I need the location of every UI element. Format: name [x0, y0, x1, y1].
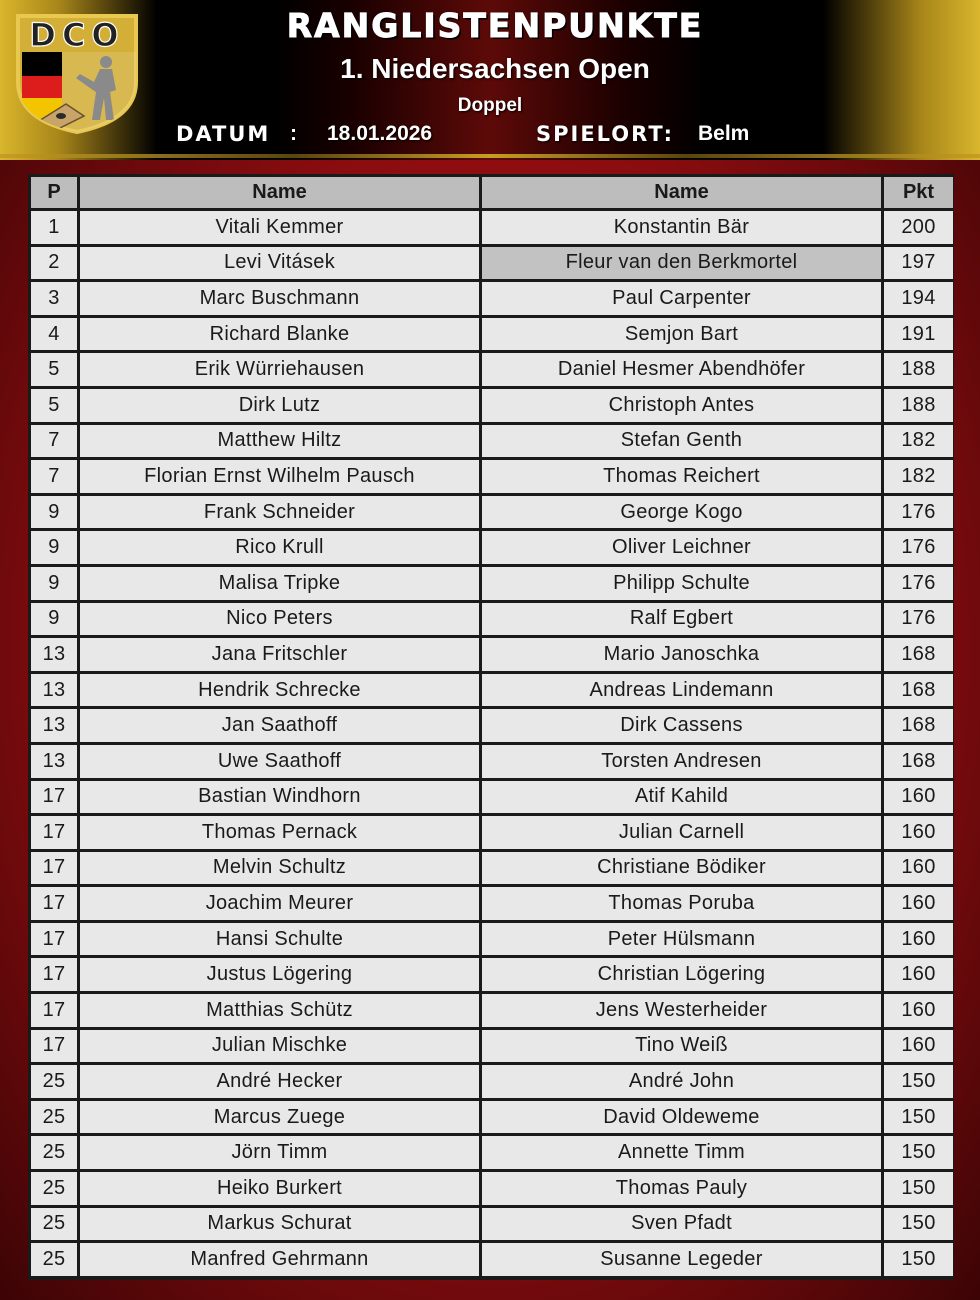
player-1-cell: Melvin Schultz: [80, 852, 479, 885]
table-row: [31, 709, 953, 742]
points-cell: 160: [884, 958, 953, 991]
event-name: 1. Niedersachsen Open: [340, 53, 650, 84]
player-2-cell: Mario Janoschka: [482, 638, 881, 671]
event-mode: Doppel: [457, 95, 523, 116]
points-cell: 168: [884, 745, 953, 778]
table-header-row: [31, 177, 953, 208]
player-2-cell: Jens Westerheider: [482, 994, 881, 1027]
date-label: DATUM: [176, 122, 271, 146]
ranking-table: [28, 174, 956, 1279]
rank-cell: 5: [31, 353, 77, 386]
table-row: [31, 674, 953, 707]
player-1-cell: Frank Schneider: [80, 496, 479, 529]
page-title: RANGLISTENPUNKTE: [286, 6, 704, 45]
player-2-cell: Julian Carnell: [482, 816, 881, 849]
points-cell: 160: [884, 1030, 953, 1063]
player-2-cell: Torsten Andresen: [482, 745, 881, 778]
points-cell: 150: [884, 1065, 953, 1098]
player-2-cell: Thomas Pauly: [482, 1172, 881, 1205]
player-2-cell: Philipp Schulte: [482, 567, 881, 600]
player-2-cell: Tino Weiß: [482, 1030, 881, 1063]
rank-cell: 13: [31, 709, 77, 742]
column-header-name-2: Name: [482, 177, 881, 208]
points-cell: 176: [884, 603, 953, 636]
player-1-cell: Matthew Hiltz: [80, 425, 479, 458]
points-cell: 191: [884, 318, 953, 351]
player-2-cell: Christoph Antes: [482, 389, 881, 422]
player-1-cell: Richard Blanke: [80, 318, 479, 351]
rank-cell: 25: [31, 1172, 77, 1205]
table-row: [31, 887, 953, 920]
table-row: [31, 603, 953, 636]
venue-value: Belm: [698, 122, 750, 145]
table-row: [31, 994, 953, 1027]
rank-cell: 2: [31, 247, 77, 280]
rank-cell: 17: [31, 994, 77, 1027]
rank-cell: 13: [31, 674, 77, 707]
player-1-cell: Marc Buschmann: [80, 282, 479, 315]
table-row: [31, 496, 953, 529]
rank-cell: 9: [31, 531, 77, 564]
rank-cell: 17: [31, 1030, 77, 1063]
table-row: [31, 852, 953, 885]
table-row: [31, 781, 953, 814]
rank-cell: 7: [31, 425, 77, 458]
player-2-cell: Stefan Genth: [482, 425, 881, 458]
player-1-cell: Hendrik Schrecke: [80, 674, 479, 707]
table-row: [31, 211, 953, 244]
player-1-cell: Justus Lögering: [80, 958, 479, 991]
player-2-cell: Sven Pfadt: [482, 1208, 881, 1241]
points-cell: 160: [884, 994, 953, 1027]
points-cell: 160: [884, 923, 953, 956]
player-2-cell: Oliver Leichner: [482, 531, 881, 564]
player-1-cell: Malisa Tripke: [80, 567, 479, 600]
points-cell: 168: [884, 674, 953, 707]
table-row: [31, 1136, 953, 1169]
player-1-cell: Florian Ernst Wilhelm Pausch: [80, 460, 479, 493]
table-row: [31, 353, 953, 386]
points-cell: 160: [884, 781, 953, 814]
player-1-cell: Uwe Saathoff: [80, 745, 479, 778]
player-1-cell: Erik Würriehausen: [80, 353, 479, 386]
points-cell: 176: [884, 567, 953, 600]
player-2-cell: Dirk Cassens: [482, 709, 881, 742]
player-2-cell: Atif Kahild: [482, 781, 881, 814]
header-divider: [0, 154, 980, 158]
player-2-cell: George Kogo: [482, 496, 881, 529]
rank-cell: 13: [31, 745, 77, 778]
rank-cell: 13: [31, 638, 77, 671]
points-cell: 188: [884, 389, 953, 422]
table-row: [31, 460, 953, 493]
player-2-cell: Fleur van den Berkmortel: [482, 247, 881, 280]
rank-cell: 25: [31, 1243, 77, 1276]
rank-cell: 17: [31, 852, 77, 885]
table-row: [31, 1065, 953, 1098]
table-row: [31, 1101, 953, 1134]
table-row: [31, 318, 953, 351]
player-1-cell: Rico Krull: [80, 531, 479, 564]
header-banner: [0, 0, 980, 160]
player-2-cell: Konstantin Bär: [482, 211, 881, 244]
player-2-cell: Susanne Legeder: [482, 1243, 881, 1276]
player-1-cell: Levi Vitásek: [80, 247, 479, 280]
column-header-rank: P: [31, 177, 77, 208]
player-2-cell: Andreas Lindemann: [482, 674, 881, 707]
player-2-cell: Ralf Egbert: [482, 603, 881, 636]
date-value: 18.01.2026: [327, 122, 433, 145]
player-2-cell: Peter Hülsmann: [482, 923, 881, 956]
player-1-cell: Joachim Meurer: [80, 887, 479, 920]
table-row: [31, 425, 953, 458]
table-row: [31, 1243, 953, 1276]
rank-cell: 1: [31, 211, 77, 244]
table-row: [31, 282, 953, 315]
table-row: [31, 1030, 953, 1063]
player-1-cell: Dirk Lutz: [80, 389, 479, 422]
table-row: [31, 958, 953, 991]
player-2-cell: Semjon Bart: [482, 318, 881, 351]
player-1-cell: Vitali Kemmer: [80, 211, 479, 244]
player-1-cell: André Hecker: [80, 1065, 479, 1098]
points-cell: 176: [884, 496, 953, 529]
rank-cell: 9: [31, 567, 77, 600]
table-row: [31, 638, 953, 671]
table-row: [31, 745, 953, 778]
player-1-cell: Jörn Timm: [80, 1136, 479, 1169]
venue-label: SPIELORT:: [536, 122, 674, 146]
player-1-cell: Markus Schurat: [80, 1208, 479, 1241]
player-1-cell: Jan Saathoff: [80, 709, 479, 742]
date-separator: :: [290, 122, 297, 145]
table-row: [31, 567, 953, 600]
player-1-cell: Thomas Pernack: [80, 816, 479, 849]
table-row: [31, 247, 953, 280]
points-cell: 176: [884, 531, 953, 564]
rank-cell: 17: [31, 781, 77, 814]
points-cell: 150: [884, 1172, 953, 1205]
points-cell: 197: [884, 247, 953, 280]
player-2-cell: Paul Carpenter: [482, 282, 881, 315]
points-cell: 200: [884, 211, 953, 244]
table-row: [31, 1208, 953, 1241]
rank-cell: 4: [31, 318, 77, 351]
player-2-cell: Daniel Hesmer Abendhöfer: [482, 353, 881, 386]
points-cell: 182: [884, 460, 953, 493]
column-header-name-1: Name: [80, 177, 479, 208]
player-1-cell: Hansi Schulte: [80, 923, 479, 956]
points-cell: 188: [884, 353, 953, 386]
player-1-cell: Bastian Windhorn: [80, 781, 479, 814]
rank-cell: 25: [31, 1208, 77, 1241]
points-cell: 168: [884, 709, 953, 742]
player-2-cell: Thomas Poruba: [482, 887, 881, 920]
player-1-cell: Heiko Burkert: [80, 1172, 479, 1205]
rank-cell: 17: [31, 816, 77, 849]
player-1-cell: Julian Mischke: [80, 1030, 479, 1063]
player-2-cell: Christian Lögering: [482, 958, 881, 991]
points-cell: 182: [884, 425, 953, 458]
column-header-points: Pkt: [884, 177, 953, 208]
player-1-cell: Marcus Zuege: [80, 1101, 479, 1134]
ranking-table-container: [28, 174, 954, 1280]
points-cell: 150: [884, 1243, 953, 1276]
table-row: [31, 389, 953, 422]
rank-cell: 17: [31, 958, 77, 991]
table-row: [31, 531, 953, 564]
points-cell: 150: [884, 1136, 953, 1169]
rank-cell: 25: [31, 1065, 77, 1098]
player-2-cell: Annette Timm: [482, 1136, 881, 1169]
table-row: [31, 923, 953, 956]
player-1-cell: Jana Fritschler: [80, 638, 479, 671]
player-2-cell: Thomas Reichert: [482, 460, 881, 493]
points-cell: 168: [884, 638, 953, 671]
logo-text: DCO: [29, 16, 125, 54]
rank-cell: 25: [31, 1101, 77, 1134]
rank-cell: 7: [31, 460, 77, 493]
points-cell: 194: [884, 282, 953, 315]
points-cell: 160: [884, 816, 953, 849]
player-1-cell: Nico Peters: [80, 603, 479, 636]
player-1-cell: Matthias Schütz: [80, 994, 479, 1027]
player-1-cell: Manfred Gehrmann: [80, 1243, 479, 1276]
rank-cell: 9: [31, 496, 77, 529]
rank-cell: 17: [31, 887, 77, 920]
table-row: [31, 816, 953, 849]
player-2-cell: David Oldeweme: [482, 1101, 881, 1134]
player-2-cell: André John: [482, 1065, 881, 1098]
player-2-cell: Christiane Bödiker: [482, 852, 881, 885]
points-cell: 150: [884, 1101, 953, 1134]
points-cell: 160: [884, 852, 953, 885]
points-cell: 160: [884, 887, 953, 920]
rank-cell: 5: [31, 389, 77, 422]
rank-cell: 3: [31, 282, 77, 315]
points-cell: 150: [884, 1208, 953, 1241]
rank-cell: 9: [31, 603, 77, 636]
table-row: [31, 1172, 953, 1205]
rank-cell: 25: [31, 1136, 77, 1169]
rank-cell: 17: [31, 923, 77, 956]
